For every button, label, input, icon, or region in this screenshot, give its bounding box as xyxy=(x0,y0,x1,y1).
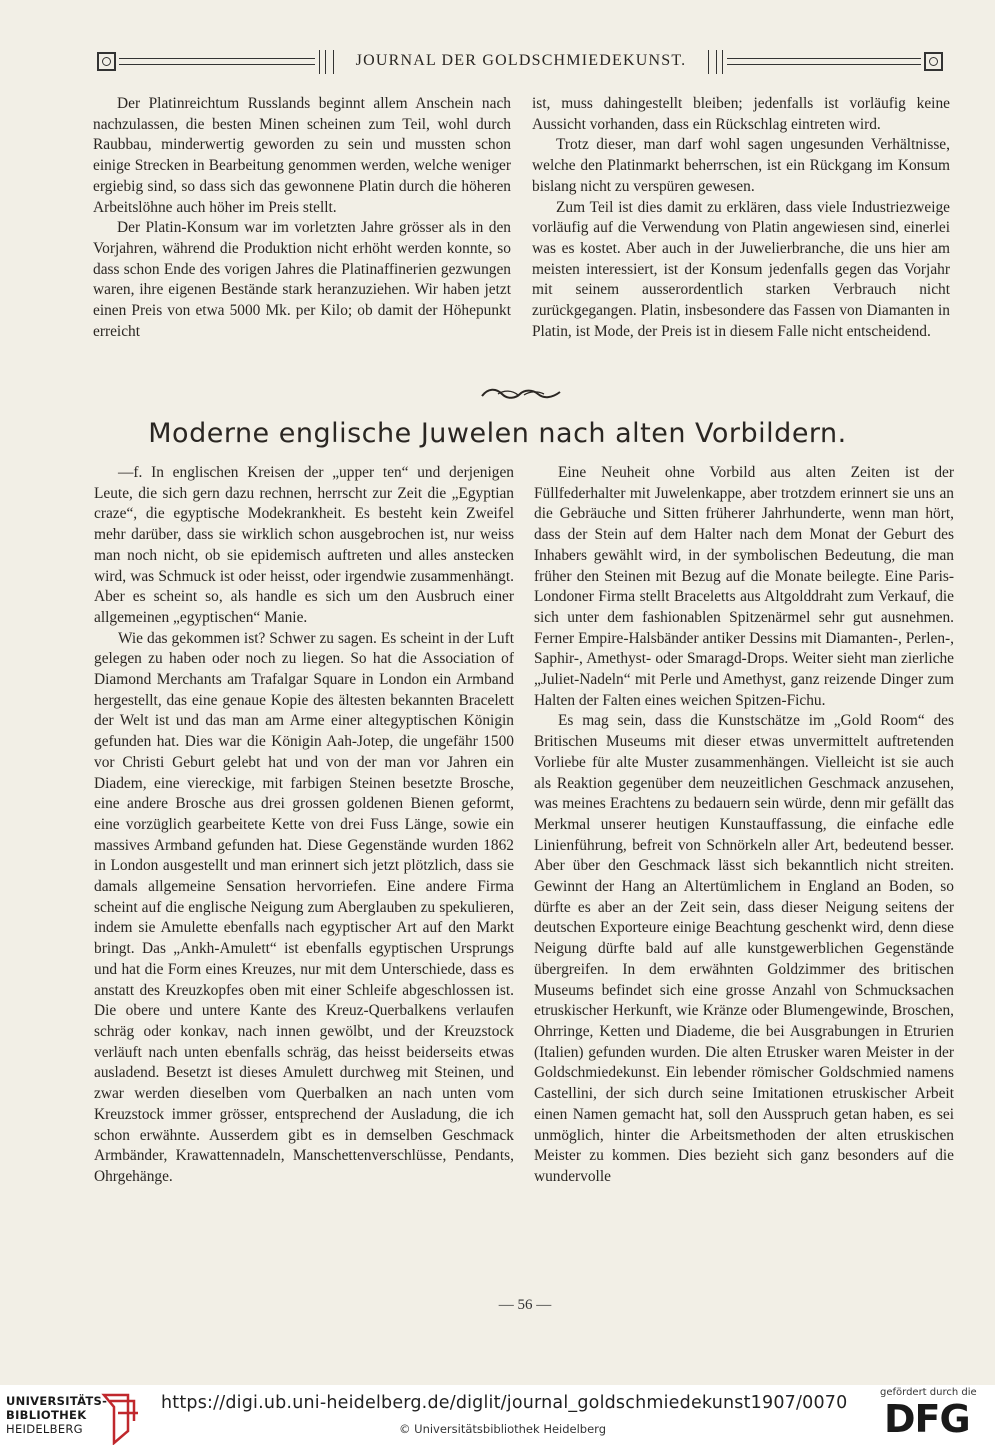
paragraph: —f. In englischen Kreisen der „upper ten“ und derjenigen Leute, die sich gern dazu rechnen, herrscht zur Zeit die „Egyptian craze“, die egyptische Modekrankheit. Es besteht kein Zweifel mehr darüber, dass sie wirklich schon ausgebrochen ist, nur weiss man noch nicht, ob sie epidemisch auftreten und alles anstecken wird, was Schmuck ist oder heisst, oder irgendwie zusammenhängt. Aber es scheint so, als handle es sich um den Ausbruch einer allgemeinen „egyptischen“ Manie. xyxy=(94,464,514,626)
top-left-column xyxy=(93,94,511,342)
library-name-line: UNIVERSITÄTS- xyxy=(6,1394,108,1408)
paragraph: Wie das gekommen ist? Schwer zu sagen. Es scheint in der Luft gelegen zu haben oder noch zu liegen. So hat die Association of Diamond Merchants am Trafalgar Square in London ein Armband hergestellt, das eine genaue Kopie des ältesten bekannten Bracelett der Welt ist und das man am Arme einer altegyptischen Königin gefunden hat. Dies war die Königin Aah-Jotep, die ungefähr 1500 vor Christi Geburt gelebt hat und von der man vor Jahren ein Diadem, eine viereckige, mit farbigen Steinen besetzte Brosche, eine andere Brosche aus drei grossen goldenen Bienen geformt, eine vorzüglich gearbeitete Kette von drei Fuss Länge, sowie ein massives Armband gefunden hat. Diese Gegenstände wurden 1862 in London ausgestellt und man erinnert sich jetzt plötzlich, dass sie damals allgemeine Sensation hervorriefen. Eine andere Firma scheint auf die englische Neigung zum Aberglauben zu spekulieren, indem sie Amulette ebenfalls nach egyptischer Art auf den Markt bringt. Das „Ankh-Amulett“ ist ebenfalls egyptischen Ursprungs und hat die Form eines Kreuzes, nur mit dem Unterschiede, dass es anstatt des Kreuzkopfes oben mit einer Schleife abgeschlossen ist. Die obere und untere Kante des Kreuz-Querbalkens verlaufen schräg oder konkav, nach innen gewölbt, und der Kreuzstock verläuft nach unten ebenfalls schräg, das heisst beiderseits etwas ausladend. Besetzt ist dieses Amulett durchweg mit Steinen, und zwar werden dieselben vom Querbalken an nach unten vom Kreuzstock immer grösser, entsprechend der Ausladung, die ich schon erwähnte. Ausserdem gibt es in demselben Geschmack Armbänder, Krawattennadeln, Manschettenverschlüsse, Pendants, Ohrgehänge. xyxy=(94,629,514,1185)
library-name-line: HEIDELBERG xyxy=(6,1422,83,1436)
header-divider xyxy=(319,50,320,74)
library-name[interactable] xyxy=(6,1394,107,1436)
section-divider-ornament-icon xyxy=(478,384,564,404)
paragraph: Eine Neuheit ohne Vorbild aus alten Zeiten ist der Füllfederhalter mit Juwelenkappe, aber trotzdem erinnert sie uns an die Gebräuche und Sitten früherer Jahrhunderte, wenn man hört, dass der Stein auf dem Halter nach dem Monat der Geburt des Inhabers gewählt wird, in der symbolischen Bedeutung, die man früher den Steinen mit Bezug auf die Monate beilegte. Eine Paris-Londoner Firma stellt Braceletts aus Altgolddraht zum Verkauf, die sich unter dem fashionablen Spitzenärmel sehr gut ausnehmen. Ferner Empire-Halsbänder antiker Dessins mit Diamanten-, Perlen-, Saphir-, Amethyst- oder Smaragd-Drops. Weiter sieht man zierliche „Juliet-Nadeln“ mit Perle und Amethyst, ganz reizende Dinger zum Halten der Falten eines weichen Spitzen-Fichu. xyxy=(534,464,954,709)
page-number: — 56 — xyxy=(498,1297,552,1313)
header-rule xyxy=(727,64,921,65)
paragraph: Trotz dieser, man darf wohl sagen ungesunden Verhältnisse, welche den Platinmarkt beherrschen, ist ein Rückgang im Konsum bislang nicht zu verspüren gewesen. xyxy=(532,136,950,195)
header-divider xyxy=(325,50,326,74)
journal-title: JOURNAL DER GOLDSCHMIEDEKUNST. xyxy=(355,52,687,69)
article-left-column xyxy=(94,463,514,1188)
funding-note: gefördert durch die xyxy=(880,1387,977,1398)
header-ornament-left-icon xyxy=(97,52,116,71)
header-rule xyxy=(119,64,315,65)
header-divider xyxy=(722,50,723,74)
header-ornament-right-icon xyxy=(924,52,943,71)
header-divider xyxy=(716,50,717,74)
digitization-footer xyxy=(0,1385,995,1450)
top-right-column xyxy=(532,94,950,342)
paragraph: Der Platin-Konsum war im vorletzten Jahre grösser als in den Vorjahren, während die Produktion nicht erhöht werden konnte, so dass schon Ende des vorigen Jahres die Platinaffinerien gezwungen waren, ihre eigenen Bestände stark heranzuziehen. Wir haben jetzt einen Preis von etwa 5000 Mk. per Kilo; ob damit der Höhepunkt erreicht xyxy=(93,219,511,340)
paragraph: Zum Teil ist dies damit zu erklären, dass viele Industriezweige vorläufig auf die Verwendung von Platin angewiesen sind, einerlei was es kostet. Aber auch in der Juwelierbranche, die uns hier am meisten interessiert, ist der Konsum jedenfalls gegen das Vorjahr mit seinem ausserordentlich starken Verbrauch nicht zurückgegangen. Platin, insbesondere das Fassen von Diamanten in Platin, ist Mode, der Preis ist in diesem Falle nicht entscheidend. xyxy=(532,198,950,340)
header-divider xyxy=(333,50,334,74)
permalink-url[interactable]: https://digi.ub.uni-heidelberg.de/diglit/journal_goldschmiedekunst1907/0070 xyxy=(161,1393,848,1413)
running-header xyxy=(97,48,945,78)
paragraph: ist, muss dahingestellt bleiben; jedenfalls ist vorläufig keine Aussicht vorhanden, dass ein Rückschlag eintreten wird. xyxy=(532,95,950,133)
copyright-notice: © Universitätsbibliothek Heidelberg xyxy=(399,1422,607,1436)
library-logo-icon[interactable] xyxy=(98,1391,140,1445)
article-right-column xyxy=(534,463,954,1188)
dfg-logo[interactable]: DFG xyxy=(884,1397,970,1441)
paragraph: Der Platinreichtum Russlands beginnt allem Anschein nach nachzulassen, die besten Minen scheinen zum Teil, wohl durch Raubbau, minderwertig geworden zu sein und mussten schon einige Strecken in Bearbeitung genommen werden, welche weniger ergiebig sind, so dass sich das gewonnene Platin durch die höheren Arbeitslöhne auch höher im Preis stellt. xyxy=(93,95,511,216)
article-title: Moderne englische Juwelen nach alten Vorbildern. xyxy=(148,418,847,449)
header-divider xyxy=(708,50,709,74)
header-rule xyxy=(727,58,921,59)
library-name-line: BIBLIOTHEK xyxy=(6,1408,87,1422)
header-rule xyxy=(119,58,315,59)
paragraph: Es mag sein, dass die Kunstschätze im „Gold Room“ des Britischen Museums mit dieser etwas unvermittelt auftretenden Vorliebe für alte Muster zusammenhängen. Vielleicht ist sie auch als Reaktion gegenüber dem neuzeitlichen Geschmack anzusehen, was meines Erachtens zu bedauern sein würde, denn mir gefällt das Merkmal unserer heutigen Kunstauffassung, die einfache edle Linienführung, befreit von Schnörkeln aller Art, bedeutend besser. Aber über den Geschmack lässt sich bekanntlich nicht streiten. Gewinnt der Hang an Altertümlichem in England an Boden, so dürfte es aber an der Zeit sein, dass dieser Neigung seitens der deutschen Exporteure einige Beachtung geschenkt wird, denn diese Neigung dürfte bald auf alle kunstgewerblichen Gegenstände übergreifen. In dem erwähnten Goldzimmer des britischen Museums befindet sich eine grosse Anzahl von Schmucksachen etruskischer Herkunft, wie Kränze oder Blumengewinde, Broschen, Ohrringe, Ketten und Diademe, die bei Ausgrabungen in Etrurien (Italien) gefunden wurden. Die alten Etrusker waren Meister in der Goldschmiedekunst. Ein lebender römischer Goldschmied namens Castellini, der sich durch seine Imitationen etruskischer Arbeit einen Namen gemacht hat, soll den Ausspruch getan haben, es sei unmöglich, hinter die Arbeitsmethoden der alten etruskischen Meister zu kommen. Dies bezieht sich ganz besonders auf die wundervolle xyxy=(534,712,954,1185)
